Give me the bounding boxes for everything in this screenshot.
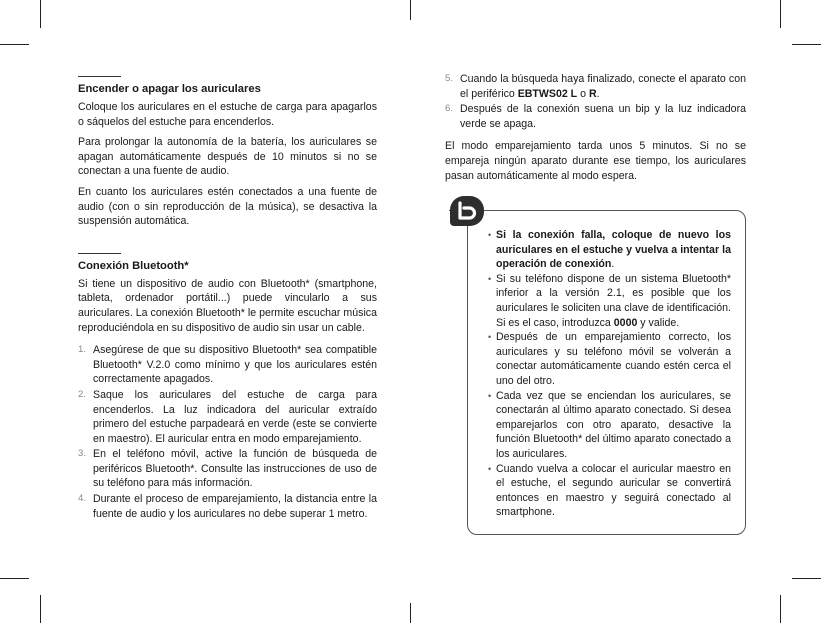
crop-mark xyxy=(780,595,781,623)
tip-item: • Si su teléfono dispone de un sistema Bluetooth* inferior a la versión 2.1, es posible que los auriculares le soliciten una clave de identificación. Si es el caso, introduzca 0000 y valide. xyxy=(488,272,731,329)
crop-mark xyxy=(792,578,821,579)
crop-mark xyxy=(410,603,411,623)
tip-item: • Si la conexión falla, coloque de nuevo los auriculares en el estuche y vuelva a intentar la operación de conexión. xyxy=(488,229,731,271)
crop-mark xyxy=(40,0,41,28)
right-column xyxy=(445,72,746,189)
list-item: 4. Durante el proceso de emparejamiento, la distancia entre la fuente de audio y los auriculares no debe superar 1 metro. xyxy=(78,493,377,520)
paragraph: Si tiene un dispositivo de audio con Bluetooth* (smartphone, tableta, ordenador portátil...) puede vincularlo a sus auriculares. La conexión Bluetooth* le permite escuchar música reproduciéndola en su dispositivo de audio sin usar un cable. xyxy=(78,277,377,334)
list-item: 1. Asegúrese de que su dispositivo Bluetooth* sea compatible Bluetooth* V.2.0 como mínimo y que los auriculares estén correctamente apagados. xyxy=(78,344,377,386)
tip-item: • Cada vez que se enciendan los auriculares, se conectarán al último aparato conectado. Si desea emparejarlos con otro aparato, desactive la función Bluetooth* del último aparato conectado a los auriculares. xyxy=(488,389,731,460)
tip-list xyxy=(488,228,731,520)
list-item: 3. En el teléfono móvil, active la función de búsqueda de periféricos Bluetooth*. Consulte las instrucciones de uso de su teléfono para más información. xyxy=(78,448,377,490)
tip-item: • Después de un emparejamiento correcto, los auriculares y su teléfono móvil se volverán a conectar automáticamente cuando estén cerca el uno del otro. xyxy=(488,331,731,387)
paragraph: Coloque los auriculares en el estuche de carga para apagarlos o sáquelos del estuche para encenderlos. xyxy=(78,101,377,128)
crop-mark xyxy=(780,0,781,28)
crop-mark xyxy=(410,0,411,20)
section-title-bluetooth: Conexión Bluetooth* xyxy=(78,259,189,272)
section-title-power: Encender o apagar los auriculares xyxy=(78,83,261,95)
tip-item: • Cuando vuelva a colocar el auricular maestro en el estuche, el segundo auricular se convertirá entonces en maestro y seguirá conectado al smartphone. xyxy=(488,462,731,519)
left-column xyxy=(78,76,377,522)
steps-list-continued xyxy=(445,72,746,131)
section-rule xyxy=(78,253,121,254)
paragraph: En cuanto los auriculares estén conectados a una fuente de audio (con o sin reproducción de la música), se desactiva la suspensión automática. xyxy=(78,185,377,228)
list-item: 5. Cuando la búsqueda haya finalizado, conecte el aparato con el periférico EBTWS02 L o R. xyxy=(445,73,746,100)
crop-mark xyxy=(0,578,29,579)
steps-list xyxy=(78,343,377,521)
crop-mark xyxy=(40,595,41,623)
paragraph: Para prolongar la autonomía de la batería, los auriculares se apagan automáticamente después de 10 minutos si no se conectan a una fuente de audio. xyxy=(78,136,377,178)
crop-mark xyxy=(792,44,821,45)
crop-mark xyxy=(0,44,29,45)
brand-b-icon xyxy=(450,196,484,226)
list-item: 6. Después de la conexión suena un bip y la luz indicadora verde se apaga. xyxy=(445,103,746,130)
list-item: 2. Saque los auriculares del estuche de carga para encenderlos. La luz indicadora del auricular extraído primero del estuche parpadeará en verde (este se convierte en maestro). El auricular entra en modo emparejamiento. xyxy=(78,388,377,445)
section-rule xyxy=(78,76,121,77)
tip-box xyxy=(445,210,746,535)
paragraph: El modo emparejamiento tarda unos 5 minutos. Si no se empareja ningún aparato durante ese tiempo, los auriculares pasan automáticamente al modo espera. xyxy=(445,140,746,182)
